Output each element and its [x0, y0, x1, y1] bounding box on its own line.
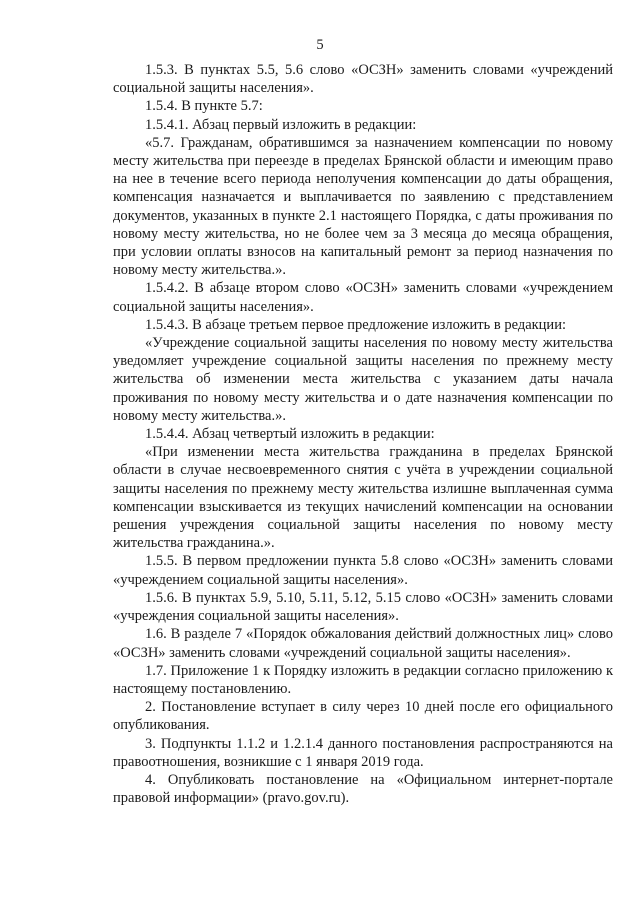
paragraph-5-7-quote: «5.7. Гражданам, обратившимся за назначением компенсации по новому месту жительства при переезде в пределах Брянской области и имеющим право на нее в течение всего периода неполучения компенсации до даты обращения, компенсация назначается и выплачивается по заявлению с представлением документов, указанных в пункте 2.1 настоящего Порядка, с даты проживания по новому месту жительства, но не более чем за 3 месяца до месяца обращения, при условии оплаты взносов на капитальный ремонт за период назначения по новому месту жительства.». — [113, 134, 613, 279]
paragraph-1-5-3: 1.5.3. В пунктах 5.5, 5.6 слово «ОСЗН» заменить словами «учреждений социальной защиты населения». — [113, 62, 613, 97]
paragraph-2: 2. Постановление вступает в силу через 10 дней после его официального опубликования. — [113, 699, 613, 734]
paragraph-1-5-4-4: 1.5.4.4. Абзац четвертый изложить в редакции: — [145, 426, 435, 443]
paragraph-1-5-4-3: 1.5.4.3. В абзаце третьем первое предложение изложить в редакции: — [145, 316, 566, 333]
paragraph-1-5-6: 1.5.6. В пунктах 5.9, 5.10, 5.11, 5.12, 5.15 слово «ОСЗН» заменить словами «учреждения социальной защиты населения». — [113, 589, 613, 625]
paragraph-1-5-5: 1.5.5. В первом предложении пункта 5.8 слово «ОСЗН» заменить словами «учреждением социальной защиты населения». — [113, 553, 613, 588]
paragraph-1-5-4-2: 1.5.4.2. В абзаце втором слово «ОСЗН» заменить словами «учреждением социальной защиты населения». — [113, 280, 613, 315]
paragraph-notification-quote: «Учреждение социальной защиты населения по новому месту жительства уведомляет учреждение социальной защиты населения по прежнему месту жительства об изменении места жительства с указанием даты начала проживания по новому месту жительства и о дате назначения компенсации по новому месту жительства.». — [113, 335, 613, 424]
page-number: 5 — [316, 37, 324, 53]
paragraph-4: 4. Опубликовать постановление на «Официальном интернет-портале правовой информации» (pravo.gov.ru). — [113, 771, 613, 807]
paragraph-relocation-quote: «При изменении места жительства гражданина в пределах Брянской области в случае несвоевременного снятия с учёта в учреждении социальной защиты населения по прежнему месту жительства излишне выплаченная сумма компенсации взыскивается из текущих начислений компенсации на основании решения учреждения социальной защиты населения по новому месту жительства гражданина.». — [113, 444, 613, 552]
paragraph-1-5-4-1: 1.5.4.1. Абзац первый изложить в редакции: — [145, 116, 417, 133]
paragraph-3: 3. Подпункты 1.1.2 и 1.2.1.4 данного постановления распространяются на правоотношения, возникшие с 1 января 2019 года. — [113, 735, 613, 770]
paragraph-1-7: 1.7. Приложение 1 к Порядку изложить в редакции согласно приложению к настоящему постановлению. — [113, 662, 613, 697]
paragraph-1-6: 1.6. В разделе 7 «Порядок обжалования действий должностных лиц» слово «ОСЗН» заменить словами «учреждений социальной защиты населения». — [113, 626, 613, 661]
document-body — [113, 61, 613, 807]
paragraph-1-5-4: 1.5.4. В пункте 5.7: — [145, 98, 263, 115]
